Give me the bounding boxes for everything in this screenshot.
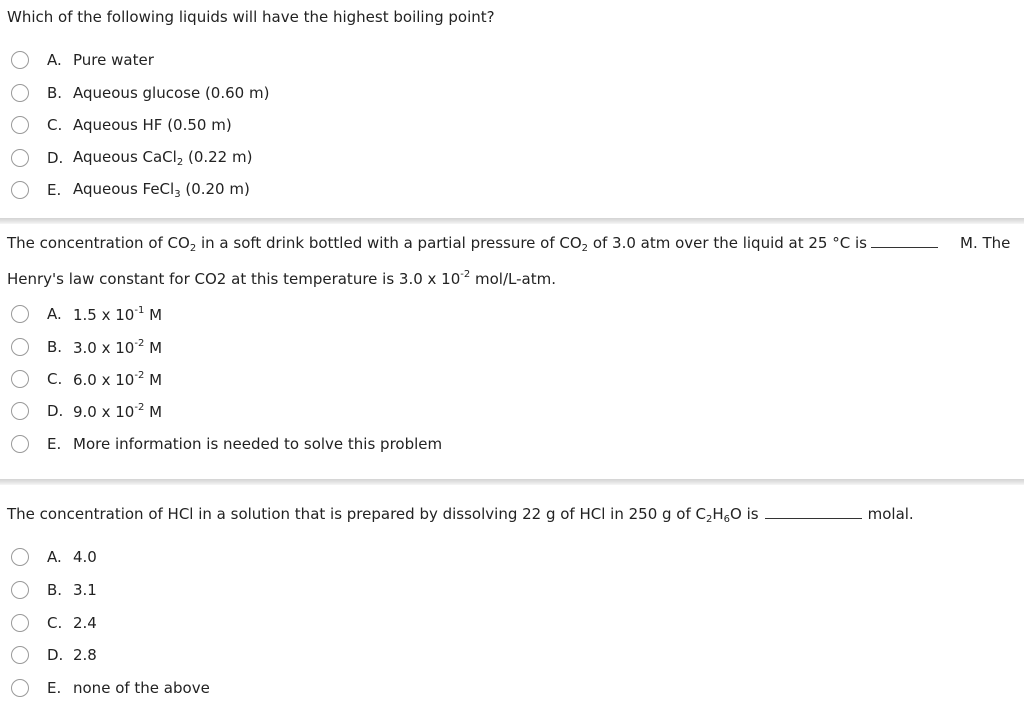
option-letter: C. xyxy=(47,116,63,134)
question-2-line-2: Henry's law constant for CO2 at this temperature is 3.0 x $10^{-2}$ mol/L-atm. xyxy=(7,269,556,288)
question-2-line-1: The concentration of $CO_2$ in a soft drink bottled with a partial pressure of $CO_2$ of 3.0 atm over the liquid at 25 °C is xyxy=(7,230,942,262)
radio-button[interactable] xyxy=(11,84,29,102)
question-3 xyxy=(0,485,1024,706)
option-text: 1.5 x $10^{-1}$ M xyxy=(73,304,163,324)
option-letter: D. xyxy=(47,646,64,664)
q3-option-e[interactable] xyxy=(11,676,210,700)
option-text: 6.0 x $10^{-2}$ M xyxy=(73,369,163,389)
option-letter: D. xyxy=(47,149,64,167)
option-text: Aqueous HF (0.50 m) xyxy=(73,116,232,134)
option-text: 4.0 xyxy=(73,548,97,566)
question-2 xyxy=(0,224,1024,479)
radio-button[interactable] xyxy=(11,149,29,167)
option-letter: C. xyxy=(47,614,63,632)
q3-option-c[interactable] xyxy=(11,611,97,635)
answer-blank xyxy=(765,504,862,519)
q2-option-a[interactable] xyxy=(11,302,162,326)
q1-option-b[interactable] xyxy=(11,81,269,105)
radio-button[interactable] xyxy=(11,370,29,388)
radio-button[interactable] xyxy=(11,402,29,420)
q3-option-a[interactable] xyxy=(11,545,97,569)
option-text: 9.0 x $10^{-2}$ M xyxy=(73,401,163,421)
q1-option-a[interactable] xyxy=(11,48,154,72)
radio-button[interactable] xyxy=(11,338,29,356)
option-text: More information is needed to solve this problem xyxy=(73,435,443,453)
q2-option-c[interactable] xyxy=(11,367,162,391)
q1-option-c[interactable] xyxy=(11,113,232,137)
option-letter: B. xyxy=(47,581,63,599)
option-text: 3.0 x $10^{-2}$ M xyxy=(73,337,163,357)
question-1 xyxy=(0,0,1024,218)
option-letter: D. xyxy=(47,402,64,420)
radio-button[interactable] xyxy=(11,51,29,69)
radio-button[interactable] xyxy=(11,435,29,453)
radio-button[interactable] xyxy=(11,581,29,599)
q1-option-e[interactable] xyxy=(11,178,250,202)
option-letter: A. xyxy=(47,305,62,323)
option-letter: E. xyxy=(47,679,62,697)
answer-blank xyxy=(871,233,938,248)
option-text: 2.4 xyxy=(73,614,97,632)
option-text: 2.8 xyxy=(73,646,97,664)
radio-button[interactable] xyxy=(11,305,29,323)
question-2-line-1-end: M. The xyxy=(960,234,1011,252)
radio-button[interactable] xyxy=(11,181,29,199)
option-letter: E. xyxy=(47,435,62,453)
q2-option-e[interactable] xyxy=(11,432,442,456)
radio-button[interactable] xyxy=(11,679,29,697)
option-text: Aqueous FeCl$_3$ (0.20 m) xyxy=(73,180,250,200)
option-letter: B. xyxy=(47,84,63,102)
q2-option-b[interactable] xyxy=(11,335,162,359)
radio-button[interactable] xyxy=(11,646,29,664)
radio-button[interactable] xyxy=(11,614,29,632)
q3-option-d[interactable] xyxy=(11,643,97,667)
q3-option-b[interactable] xyxy=(11,578,97,602)
option-text: none of the above xyxy=(73,679,210,697)
question-1-prompt: Which of the following liquids will have the highest boiling point? xyxy=(7,8,495,26)
radio-button[interactable] xyxy=(11,548,29,566)
radio-button[interactable] xyxy=(11,116,29,134)
option-letter: B. xyxy=(47,338,63,356)
option-letter: C. xyxy=(47,370,63,388)
option-letter: A. xyxy=(47,548,62,566)
option-text: Aqueous CaCl$_2$ (0.22 m) xyxy=(73,148,253,168)
question-3-prompt: The concentration of HCl in a solution that is prepared by dissolving 22 g of HCl in 250 g of $C_2H_6O$ is molal. xyxy=(7,505,914,525)
option-text: Pure water xyxy=(73,51,154,69)
option-text: 3.1 xyxy=(73,581,97,599)
option-letter: E. xyxy=(47,181,62,199)
option-letter: A. xyxy=(47,51,62,69)
question-2-prompt xyxy=(7,230,942,292)
option-text: Aqueous glucose (0.60 m) xyxy=(73,84,270,102)
q1-option-d[interactable] xyxy=(11,146,252,170)
q2-option-d[interactable] xyxy=(11,399,162,423)
